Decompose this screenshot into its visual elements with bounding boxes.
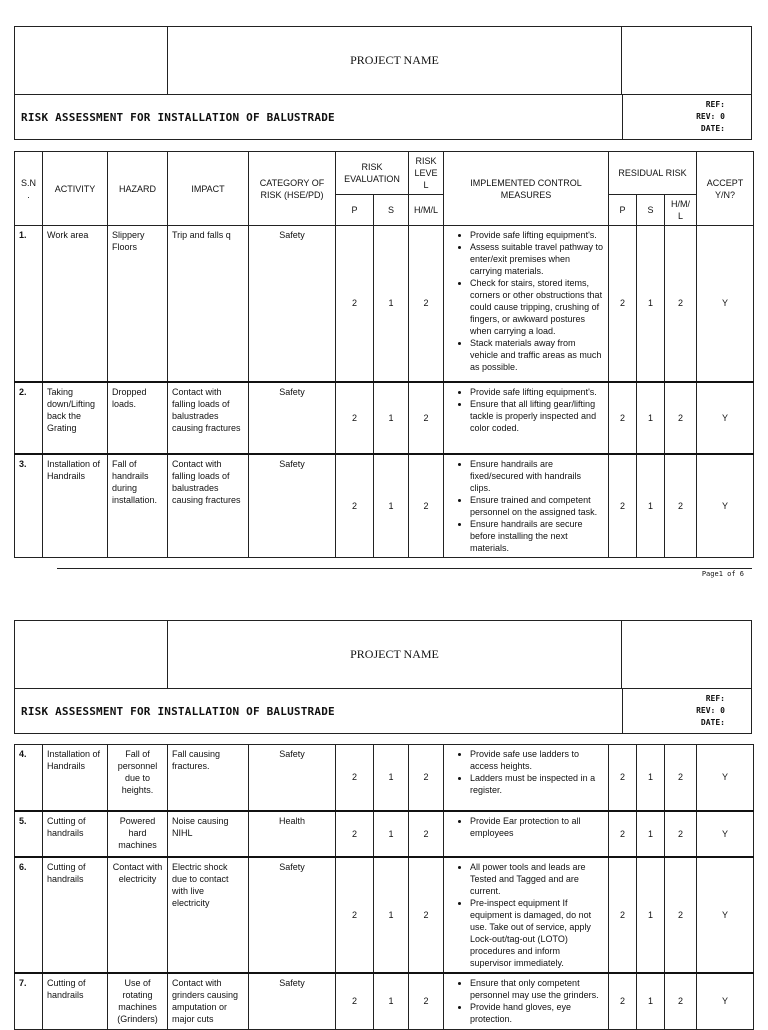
row-controls xyxy=(444,226,609,382)
row-hazard: Powered hard machines xyxy=(108,811,168,857)
row-residual-p: 2 xyxy=(609,857,637,973)
row-impact: Contact with falling loads of balustrades causing fractures xyxy=(168,382,249,454)
row-level: 2 xyxy=(409,382,444,454)
row-s: 1 xyxy=(374,454,409,558)
row-residual-p: 2 xyxy=(609,382,637,454)
row-p: 2 xyxy=(336,973,374,1030)
document-title: RISK ASSESSMENT FOR INSTALLATION OF BALUSTRADE xyxy=(21,110,335,124)
control-item: • Ensure trained and competent personnel on the assigned task. xyxy=(470,494,604,518)
control-item: • All power tools and leads are Tested and Tagged and are current. xyxy=(470,861,604,897)
control-item: • Ensure that only competent personnel may use the grinders. xyxy=(470,977,604,1001)
col-risk-evaluation: RISK EVALUATION xyxy=(336,152,409,195)
col-residual-hml: H/M/ L xyxy=(665,195,697,226)
row-hazard: Use of rotating machines (Grinders) xyxy=(108,973,168,1030)
row-impact: Contact with grinders causing amputation or major cuts xyxy=(168,973,249,1030)
row-s: 1 xyxy=(374,857,409,973)
logo-cell-right xyxy=(621,27,751,94)
row-hazard: Fall of handrails during installation. xyxy=(108,454,168,558)
row-activity: Installation of Handrails xyxy=(43,454,108,558)
row-level: 2 xyxy=(409,454,444,558)
row-controls xyxy=(444,454,609,558)
row-p: 2 xyxy=(336,382,374,454)
row-level: 2 xyxy=(409,226,444,382)
row-impact: Noise causing NIHL xyxy=(168,811,249,857)
col-hml: H/M/L xyxy=(409,195,444,226)
row-s: 1 xyxy=(374,382,409,454)
row-p: 2 xyxy=(336,857,374,973)
risk-table-page2 xyxy=(14,744,754,1030)
row-residual-level: 2 xyxy=(665,226,697,382)
row-activity: Cutting of handrails xyxy=(43,857,108,973)
table-row xyxy=(15,973,754,1030)
control-item: • Check for stairs, stored items, corners or other obstructions that could cause tripping, crushing of fingers, or awkward postures when carrying a load. xyxy=(470,277,604,337)
row-controls xyxy=(444,973,609,1030)
row-hazard: Fall of personnel due to heights. xyxy=(108,745,168,811)
row-sn: 2. xyxy=(15,382,43,454)
col-impact: IMPACT xyxy=(168,152,249,226)
row-residual-s: 1 xyxy=(637,382,665,454)
row-residual-s: 1 xyxy=(637,226,665,382)
date-label: DATE: xyxy=(700,718,725,727)
col-controls: IMPLEMENTED CONTROL MEASURES xyxy=(444,152,609,226)
row-activity: Cutting of handrails xyxy=(43,811,108,857)
row-sn: 4. xyxy=(15,745,43,811)
row-level: 2 xyxy=(409,745,444,811)
row-p: 2 xyxy=(336,454,374,558)
row-sn: 7. xyxy=(15,973,43,1030)
row-s: 1 xyxy=(374,226,409,382)
row-controls xyxy=(444,382,609,454)
row-category: Health xyxy=(249,811,336,857)
control-item: • Provide Ear protection to all employees xyxy=(470,815,604,839)
col-p: P xyxy=(336,195,374,226)
row-hazard: Slippery Floors xyxy=(108,226,168,382)
row-residual-p: 2 xyxy=(609,811,637,857)
row-p: 2 xyxy=(336,226,374,382)
col-sn: S.N . xyxy=(15,152,43,226)
row-controls xyxy=(444,745,609,811)
control-item: • Provide safe lifting equipment's. xyxy=(470,229,604,241)
row-accept: Y xyxy=(697,973,754,1030)
row-residual-level: 2 xyxy=(665,745,697,811)
logo-cell-right xyxy=(621,621,751,688)
row-category: Safety xyxy=(249,973,336,1030)
row-s: 1 xyxy=(374,745,409,811)
ref-label: REF: xyxy=(705,100,725,109)
row-activity: Installation of Handrails xyxy=(43,745,108,811)
row-category: Safety xyxy=(249,382,336,454)
control-item: • Ladders must be inspected in a register. xyxy=(470,772,604,796)
project-name: PROJECT NAME xyxy=(350,647,439,661)
table-row xyxy=(15,454,754,558)
col-residual-s: S xyxy=(637,195,665,226)
row-impact: Electric shock due to contact with live electricity xyxy=(168,857,249,973)
row-accept: Y xyxy=(697,857,754,973)
logo-cell xyxy=(15,27,168,94)
row-residual-level: 2 xyxy=(665,454,697,558)
row-level: 2 xyxy=(409,973,444,1030)
row-sn: 3. xyxy=(15,454,43,558)
row-activity: Work area xyxy=(43,226,108,382)
project-name: PROJECT NAME xyxy=(350,53,439,67)
row-residual-s: 1 xyxy=(637,745,665,811)
risk-table-page1 xyxy=(14,151,754,558)
control-item: • Assess suitable travel pathway to enter/exit premises when carrying materials. xyxy=(470,241,604,277)
table-header-row xyxy=(15,152,754,195)
row-sn: 5. xyxy=(15,811,43,857)
row-accept: Y xyxy=(697,454,754,558)
col-category: CATEGORY OF RISK (HSE/PD) xyxy=(249,152,336,226)
col-hazard: HAZARD xyxy=(108,152,168,226)
row-impact: Fall causing fractures. xyxy=(168,745,249,811)
col-accept: ACCEPT Y/N? xyxy=(697,152,754,226)
footer-divider xyxy=(57,568,752,569)
row-p: 2 xyxy=(336,745,374,811)
page1-header xyxy=(14,26,752,140)
logo-cell xyxy=(15,621,168,688)
rev-label: REV: 0 xyxy=(696,706,725,715)
ref-label: REF: xyxy=(705,694,725,703)
row-controls xyxy=(444,811,609,857)
row-hazard: Contact with electricity xyxy=(108,857,168,973)
control-item: • Ensure handrails are secure before installing the next materials. xyxy=(470,518,604,554)
row-category: Safety xyxy=(249,226,336,382)
row-accept: Y xyxy=(697,382,754,454)
row-residual-s: 1 xyxy=(637,857,665,973)
row-residual-p: 2 xyxy=(609,745,637,811)
col-residual-risk: RESIDUAL RISK xyxy=(609,152,697,195)
row-activity: Cutting of handrails xyxy=(43,973,108,1030)
control-item: • Provide safe use ladders to access heights. xyxy=(470,748,604,772)
table-row xyxy=(15,382,754,454)
row-controls xyxy=(444,857,609,973)
row-category: Safety xyxy=(249,745,336,811)
row-residual-level: 2 xyxy=(665,382,697,454)
row-category: Safety xyxy=(249,454,336,558)
row-residual-p: 2 xyxy=(609,973,637,1030)
col-activity: ACTIVITY xyxy=(43,152,108,226)
table-row xyxy=(15,811,754,857)
row-hazard: Dropped loads. xyxy=(108,382,168,454)
col-s: S xyxy=(374,195,409,226)
row-residual-s: 1 xyxy=(637,811,665,857)
control-item: • Ensure that all lifting gear/lifting tackle is properly inspected and color coded. xyxy=(470,398,604,434)
row-sn: 1. xyxy=(15,226,43,382)
doc-meta xyxy=(622,95,751,139)
row-residual-s: 1 xyxy=(637,454,665,558)
rev-label: REV: 0 xyxy=(696,112,725,121)
row-sn: 6. xyxy=(15,857,43,973)
row-impact: Contact with falling loads of balustrades causing fractures xyxy=(168,454,249,558)
row-s: 1 xyxy=(374,811,409,857)
table-row xyxy=(15,745,754,811)
control-item: • Stack materials away from vehicle and traffic areas as much as possible. xyxy=(470,337,604,373)
row-residual-level: 2 xyxy=(665,973,697,1030)
row-accept: Y xyxy=(697,745,754,811)
row-activity: Taking down/Lifting back the Grating xyxy=(43,382,108,454)
row-p: 2 xyxy=(336,811,374,857)
control-item: • Ensure handrails are fixed/secured with handrails clips. xyxy=(470,458,604,494)
col-risk-level: RISK LEVE L xyxy=(409,152,444,195)
row-residual-p: 2 xyxy=(609,226,637,382)
table-row xyxy=(15,857,754,973)
row-category: Safety xyxy=(249,857,336,973)
doc-meta xyxy=(622,689,751,733)
row-residual-level: 2 xyxy=(665,811,697,857)
col-residual-p: P xyxy=(609,195,637,226)
row-accept: Y xyxy=(697,811,754,857)
row-level: 2 xyxy=(409,857,444,973)
row-residual-s: 1 xyxy=(637,973,665,1030)
control-item: • Pre-inspect equipment If equipment is damaged, do not use. Take out of service, apply Lock-out/tag-out (LOTO) procedures and inform supervisor immediately. xyxy=(470,897,604,969)
table-row xyxy=(15,226,754,382)
row-s: 1 xyxy=(374,973,409,1030)
control-item: • Provide safe lifting equipment's. xyxy=(470,386,604,398)
date-label: DATE: xyxy=(700,124,725,133)
row-level: 2 xyxy=(409,811,444,857)
row-accept: Y xyxy=(697,226,754,382)
row-impact: Trip and falls q xyxy=(168,226,249,382)
page2-header xyxy=(14,620,752,734)
row-residual-level: 2 xyxy=(665,857,697,973)
page-number: Page1 of 6 xyxy=(701,570,744,578)
row-residual-p: 2 xyxy=(609,454,637,558)
document-title: RISK ASSESSMENT FOR INSTALLATION OF BALUSTRADE xyxy=(21,704,335,718)
control-item: • Provide hand gloves, eye protection. xyxy=(470,1001,604,1025)
